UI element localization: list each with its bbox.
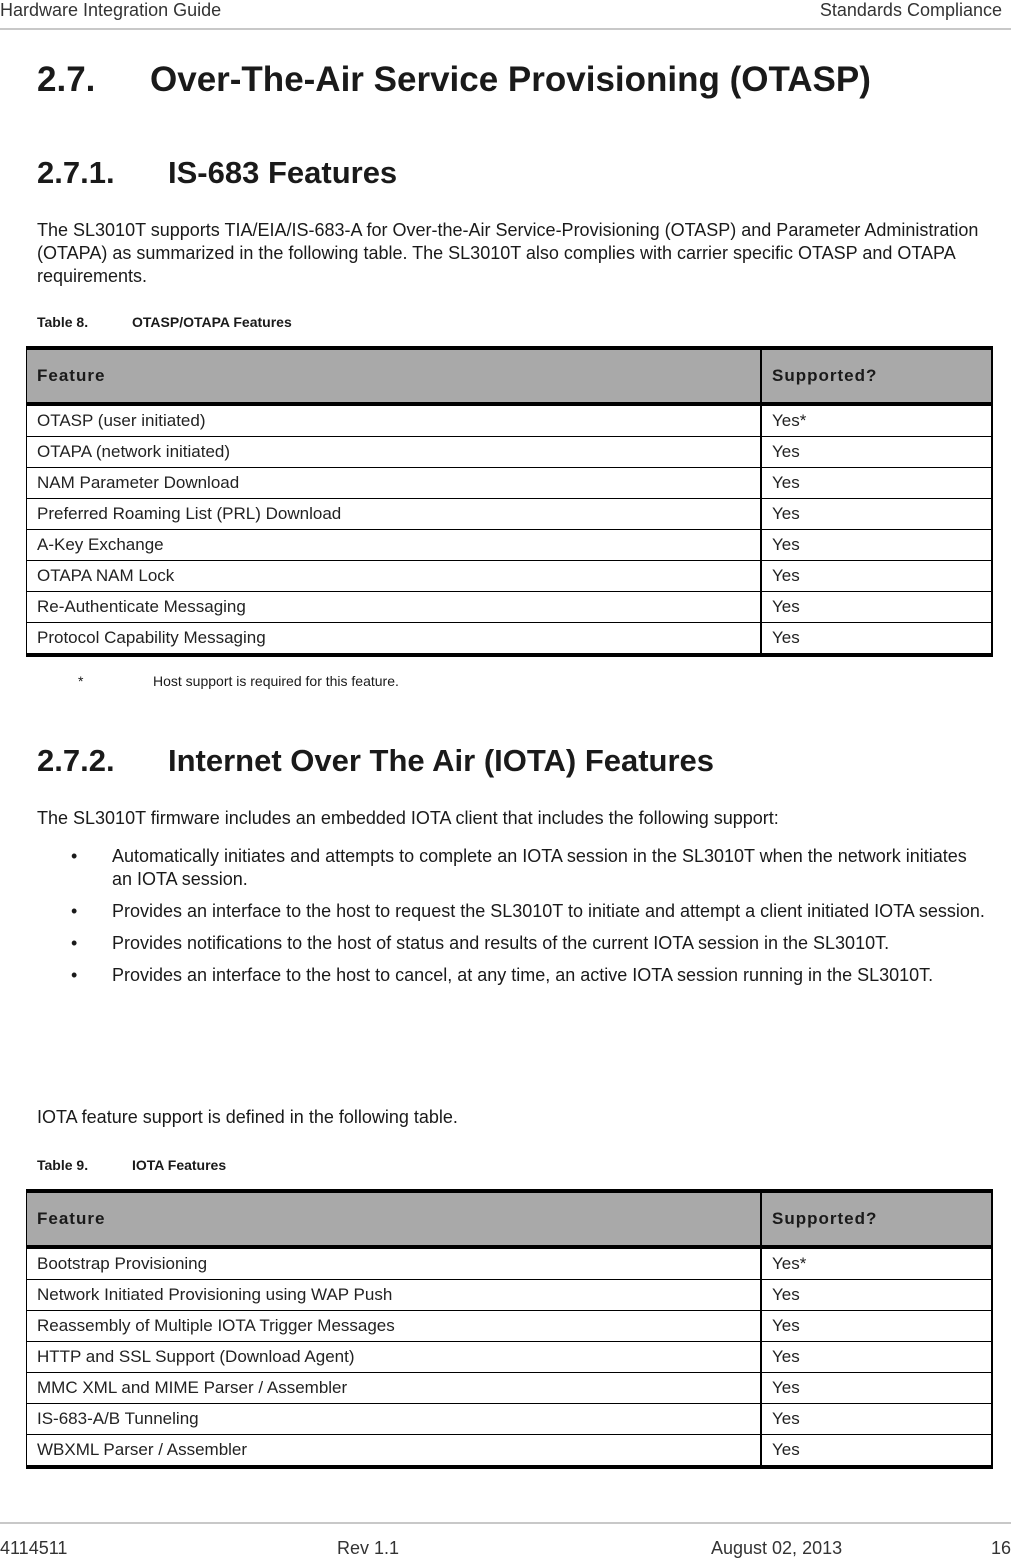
header-section-title: Standards Compliance [819, 0, 1002, 20]
table8-title: OTASP/OTAPA Features [132, 314, 292, 330]
supported-cell: Yes [761, 592, 992, 623]
iota-intro-paragraph: The SL3010T firmware includes an embedded IOTA client that includes the following support: [37, 808, 779, 828]
supported-cell: Yes* [761, 1247, 992, 1280]
table8-label: Table 8. [37, 314, 89, 330]
table-row [27, 468, 993, 499]
subsection-number: 2.7.1. [37, 155, 115, 190]
feature-cell: NAM Parameter Download [27, 468, 762, 499]
supported-cell: Yes [761, 1311, 992, 1342]
table-row [27, 1247, 993, 1280]
table-row [27, 1342, 993, 1373]
list-item-text: Provides notifications to the host of status and results of the current IOTA session in the SL3010T. [112, 933, 890, 953]
feature-cell: Preferred Roaming List (PRL) Download [27, 499, 762, 530]
supported-cell: Yes [761, 468, 992, 499]
supported-cell: Yes [761, 623, 992, 656]
subsection-heading-iota [37, 743, 714, 779]
column-header-feature: Feature [27, 1191, 762, 1247]
bullet-icon: • [71, 901, 78, 921]
list-item [37, 964, 987, 987]
list-item-text: Provides an interface to the host to request the SL3010T to initiate and attempt a client initiated IOTA session. [112, 901, 985, 921]
table-row [27, 499, 993, 530]
footer-doc-number: 4114511 [0, 1538, 68, 1558]
supported-cell: Yes [761, 1342, 992, 1373]
table9-caption [37, 1157, 226, 1173]
footer-date: August 02, 2013 [711, 1538, 843, 1558]
feature-cell: Network Initiated Provisioning using WAP Push [27, 1280, 762, 1311]
footer-revision: Rev 1.1 [337, 1538, 400, 1558]
list-item-text: Automatically initiates and attempts to complete an IOTA session in the SL3010T when the network initiates an IOTA session. [112, 846, 967, 889]
table-row [27, 1404, 993, 1435]
table-row [27, 623, 993, 656]
list-item [37, 845, 987, 891]
footer-page-number: 16 [990, 1538, 1011, 1558]
supported-cell: Yes [761, 561, 992, 592]
feature-cell: MMC XML and MIME Parser / Assembler [27, 1373, 762, 1404]
footnote-text: Host support is required for this feature. [153, 673, 399, 689]
supported-cell: Yes [761, 1404, 992, 1435]
list-item-text: Provides an interface to the host to cancel, at any time, an active IOTA session running in the SL3010T. [112, 965, 934, 985]
supported-cell: Yes [761, 499, 992, 530]
table-row [27, 437, 993, 468]
footnote-mark: * [78, 673, 84, 689]
subsection-title: IS-683 Features [168, 155, 398, 190]
subsection-heading-is683 [37, 155, 397, 191]
column-header-supported: Supported? [761, 1191, 992, 1247]
column-header-supported: Supported? [761, 348, 992, 404]
table-row [27, 1311, 993, 1342]
feature-cell: WBXML Parser / Assembler [27, 1435, 762, 1468]
feature-cell: OTAPA NAM Lock [27, 561, 762, 592]
table-row [27, 530, 993, 561]
iota-features-table [26, 1189, 993, 1469]
list-item [37, 932, 987, 955]
feature-cell: Protocol Capability Messaging [27, 623, 762, 656]
section-title: Over-The-Air Service Provisioning (OTASP) [150, 60, 871, 99]
supported-cell: Yes [761, 1373, 992, 1404]
table-row [27, 592, 993, 623]
supported-cell: Yes* [761, 404, 992, 437]
table8-footnote [78, 673, 399, 689]
is683-intro-paragraph: The SL3010T supports TIA/EIA/IS-683-A for Over-the-Air Service-Provisioning (OTASP) and Parameter Administration (OTAPA) as summarized in the following table. The SL3010T also complies with carrier specific OTASP and OTAPA requirements. [37, 220, 979, 286]
bullet-icon: • [71, 846, 78, 866]
otasp-features-table [26, 346, 993, 657]
table-row [27, 1280, 993, 1311]
supported-cell: Yes [761, 530, 992, 561]
list-item [37, 900, 987, 923]
supported-cell: Yes [761, 437, 992, 468]
feature-cell: Reassembly of Multiple IOTA Trigger Messages [27, 1311, 762, 1342]
feature-cell: Re-Authenticate Messaging [27, 592, 762, 623]
feature-cell: IS-683-A/B Tunneling [27, 1404, 762, 1435]
section-number: 2.7. [37, 60, 96, 99]
feature-cell: OTASP (user initiated) [27, 404, 762, 437]
feature-cell: HTTP and SSL Support (Download Agent) [27, 1342, 762, 1373]
table-row [27, 1435, 993, 1468]
table9-title: IOTA Features [132, 1157, 227, 1173]
bullet-icon: • [71, 965, 78, 985]
bullet-icon: • [71, 933, 78, 953]
feature-cell: OTAPA (network initiated) [27, 437, 762, 468]
iota-table-intro-paragraph: IOTA feature support is defined in the following table. [37, 1107, 458, 1127]
table-row [27, 561, 993, 592]
subsection-number: 2.7.2. [37, 743, 115, 778]
feature-cell: A-Key Exchange [27, 530, 762, 561]
section-heading [37, 60, 871, 100]
table-row [27, 404, 993, 437]
supported-cell: Yes [761, 1435, 992, 1468]
column-header-feature: Feature [27, 348, 762, 404]
table9-label: Table 9. [37, 1157, 89, 1173]
feature-cell: Bootstrap Provisioning [27, 1247, 762, 1280]
table-row [27, 1373, 993, 1404]
table-header-row [27, 1191, 993, 1247]
iota-support-list [37, 845, 987, 996]
page-footer [0, 1522, 1011, 1562]
page-header [0, 0, 1011, 30]
supported-cell: Yes [761, 1280, 992, 1311]
table8-caption [37, 314, 292, 330]
subsection-title: Internet Over The Air (IOTA) Features [168, 743, 715, 778]
table-header-row [27, 348, 993, 404]
header-doc-title: Hardware Integration Guide [0, 0, 222, 20]
